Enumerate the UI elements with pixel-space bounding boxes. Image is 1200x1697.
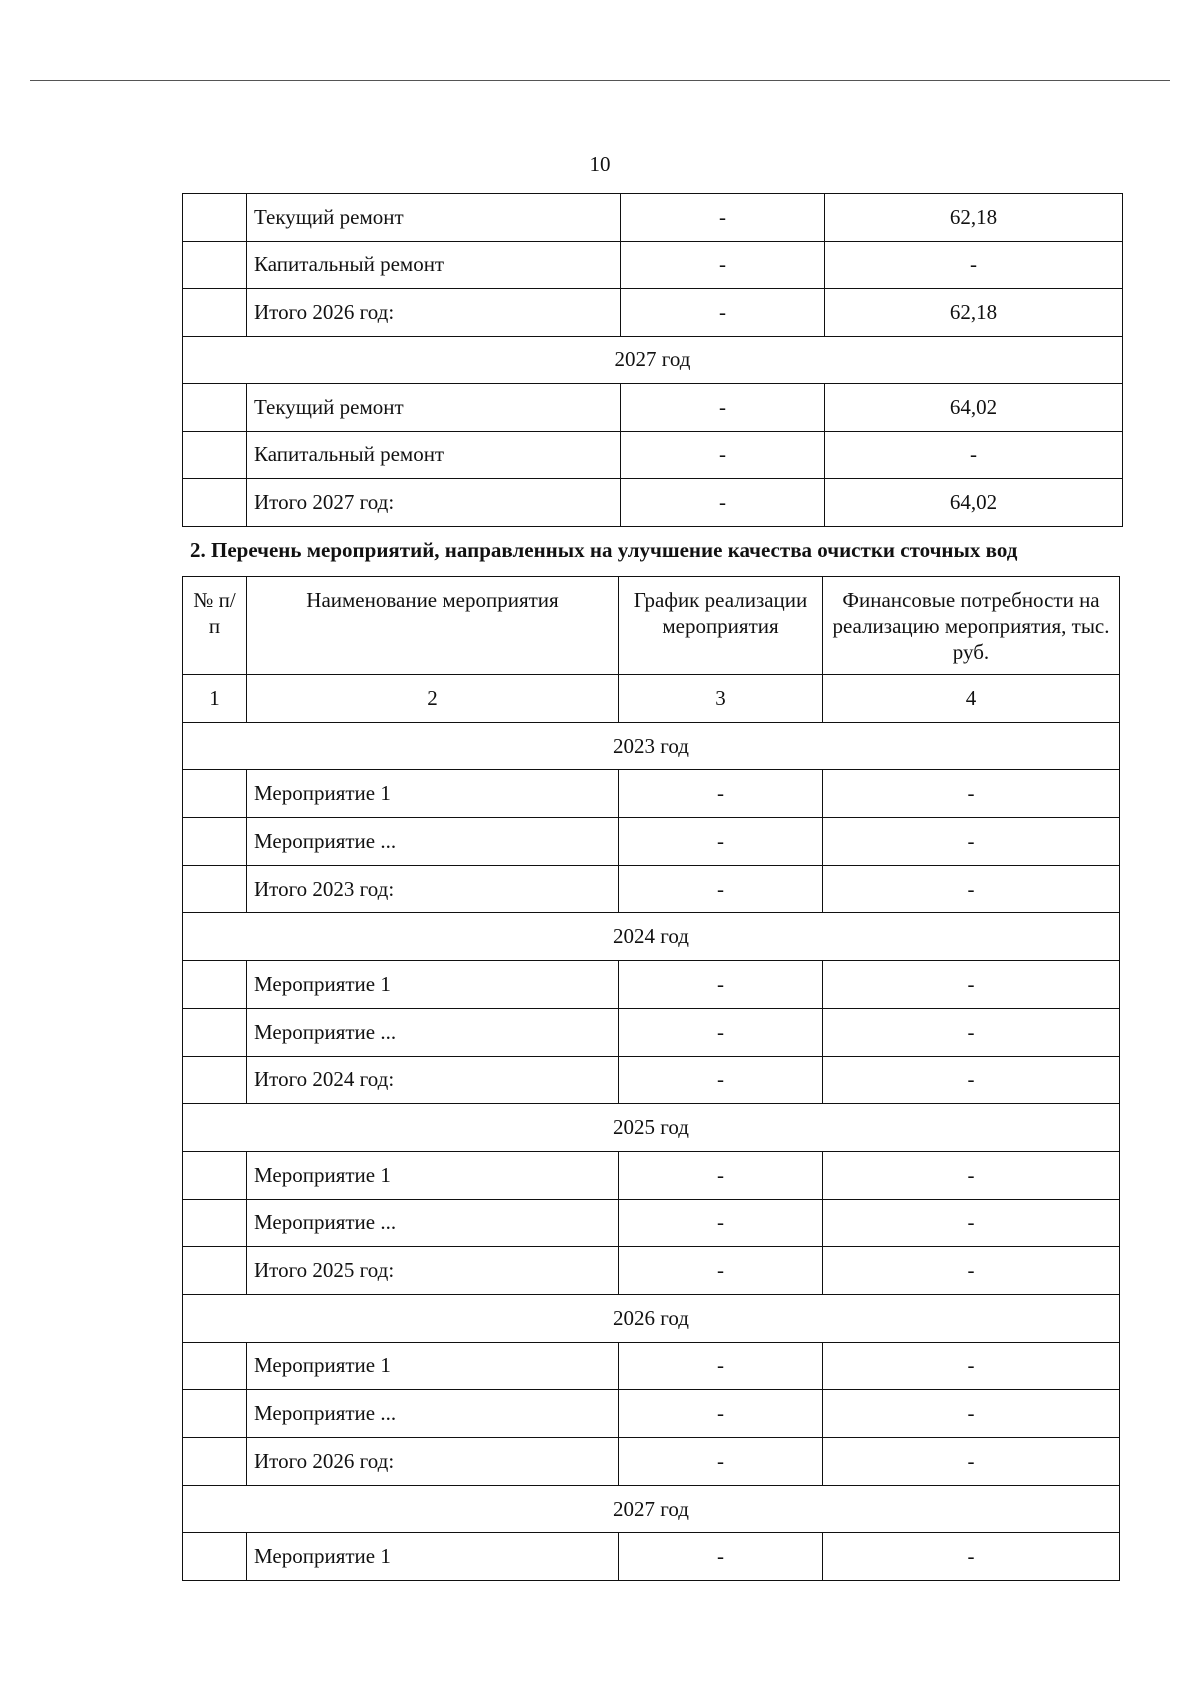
measures-table xyxy=(182,576,1120,1581)
year-row xyxy=(183,1294,1120,1342)
table-row xyxy=(183,194,1123,242)
table-row xyxy=(183,1151,1120,1199)
scan-top-line xyxy=(30,80,1170,81)
row-number xyxy=(183,1247,247,1295)
table-row xyxy=(183,1390,1120,1438)
column-number: 4 xyxy=(823,675,1120,723)
row-schedule: - xyxy=(621,431,825,479)
year-label: 2027 год xyxy=(183,336,1123,384)
row-name: Итого 2024 год: xyxy=(247,1056,619,1104)
row-name: Итого 2026 год: xyxy=(247,289,621,337)
header-finance: Финансовые потребности на реализацию мероприятия, тыс. руб. xyxy=(823,577,1120,675)
year-row xyxy=(183,722,1120,770)
table-row xyxy=(183,770,1120,818)
row-cost: - xyxy=(823,1151,1120,1199)
row-name: Капитальный ремонт xyxy=(247,431,621,479)
row-name: Мероприятие ... xyxy=(247,1199,619,1247)
row-cost: 64,02 xyxy=(825,479,1123,527)
row-number xyxy=(183,1438,247,1486)
table-row xyxy=(183,1056,1120,1104)
row-cost: - xyxy=(823,961,1120,1009)
top-table-body xyxy=(183,194,1123,527)
row-number xyxy=(183,1008,247,1056)
row-cost: - xyxy=(823,818,1120,866)
column-numbers-row xyxy=(183,675,1120,723)
row-name: Итого 2023 год: xyxy=(247,865,619,913)
row-cost: - xyxy=(823,1438,1120,1486)
table-row xyxy=(183,1342,1120,1390)
row-cost: 62,18 xyxy=(825,289,1123,337)
row-number xyxy=(183,1151,247,1199)
table-row xyxy=(183,431,1123,479)
row-schedule: - xyxy=(621,241,825,289)
table-row xyxy=(183,961,1120,1009)
column-number: 2 xyxy=(247,675,619,723)
row-cost: - xyxy=(823,1199,1120,1247)
row-cost: - xyxy=(823,770,1120,818)
row-name: Мероприятие ... xyxy=(247,1008,619,1056)
row-schedule: - xyxy=(619,1342,823,1390)
year-row xyxy=(183,1104,1120,1152)
row-cost: - xyxy=(825,241,1123,289)
row-number xyxy=(183,1056,247,1104)
year-row xyxy=(183,1485,1120,1533)
measures-table-body xyxy=(183,577,1120,1581)
column-number: 1 xyxy=(183,675,247,723)
row-schedule: - xyxy=(619,1533,823,1581)
year-label: 2023 год xyxy=(183,722,1120,770)
row-schedule: - xyxy=(619,1390,823,1438)
header-schedule: График реализации мероприятия xyxy=(619,577,823,675)
row-number xyxy=(183,194,247,242)
row-cost: - xyxy=(823,1390,1120,1438)
row-number xyxy=(183,1342,247,1390)
table-row xyxy=(183,289,1123,337)
row-number xyxy=(183,479,247,527)
table-row xyxy=(183,241,1123,289)
header-name: Наименование мероприятия xyxy=(247,577,619,675)
row-name: Мероприятие 1 xyxy=(247,961,619,1009)
row-schedule: - xyxy=(619,1438,823,1486)
row-name: Мероприятие 1 xyxy=(247,1151,619,1199)
row-number xyxy=(183,865,247,913)
table-row xyxy=(183,1533,1120,1581)
row-schedule: - xyxy=(619,818,823,866)
row-schedule: - xyxy=(619,1247,823,1295)
year-label: 2026 год xyxy=(183,1294,1120,1342)
row-schedule: - xyxy=(619,1056,823,1104)
row-cost: - xyxy=(823,1056,1120,1104)
row-schedule: - xyxy=(619,865,823,913)
table-row xyxy=(183,818,1120,866)
table-header-row xyxy=(183,577,1120,675)
row-cost: - xyxy=(823,1533,1120,1581)
row-schedule: - xyxy=(621,289,825,337)
row-name: Текущий ремонт xyxy=(247,194,621,242)
table-row xyxy=(183,1247,1120,1295)
row-cost: 62,18 xyxy=(825,194,1123,242)
page-number: 10 xyxy=(589,152,611,176)
table-row xyxy=(183,1008,1120,1056)
year-label: 2025 год xyxy=(183,1104,1120,1152)
row-number xyxy=(183,1199,247,1247)
year-row xyxy=(183,336,1123,384)
row-name: Итого 2027 год: xyxy=(247,479,621,527)
row-number xyxy=(183,1390,247,1438)
row-schedule: - xyxy=(619,1199,823,1247)
row-number xyxy=(183,384,247,432)
row-schedule: - xyxy=(621,479,825,527)
row-number xyxy=(183,818,247,866)
year-label: 2027 год xyxy=(183,1485,1120,1533)
header-num: № п/п xyxy=(183,577,247,675)
table-row xyxy=(183,1438,1120,1486)
row-name: Мероприятие 1 xyxy=(247,1342,619,1390)
table-row xyxy=(183,384,1123,432)
row-schedule: - xyxy=(619,1008,823,1056)
section-title: 2. Перечень мероприятий, направленных на улучшение качества очистки сточных вод xyxy=(190,538,1018,562)
table-row xyxy=(183,1199,1120,1247)
column-number: 3 xyxy=(619,675,823,723)
row-name: Мероприятие ... xyxy=(247,818,619,866)
row-schedule: - xyxy=(621,384,825,432)
top-table xyxy=(182,193,1123,527)
row-schedule: - xyxy=(619,1151,823,1199)
row-name: Мероприятие 1 xyxy=(247,770,619,818)
row-number xyxy=(183,289,247,337)
row-schedule: - xyxy=(621,194,825,242)
row-cost: - xyxy=(823,865,1120,913)
row-number xyxy=(183,770,247,818)
row-cost: - xyxy=(823,1008,1120,1056)
row-cost: - xyxy=(825,431,1123,479)
row-cost: - xyxy=(823,1342,1120,1390)
row-name: Итого 2025 год: xyxy=(247,1247,619,1295)
row-number xyxy=(183,241,247,289)
year-label: 2024 год xyxy=(183,913,1120,961)
year-row xyxy=(183,913,1120,961)
row-name: Итого 2026 год: xyxy=(247,1438,619,1486)
row-name: Текущий ремонт xyxy=(247,384,621,432)
row-cost: - xyxy=(823,1247,1120,1295)
row-number xyxy=(183,431,247,479)
row-name: Мероприятие ... xyxy=(247,1390,619,1438)
table-row xyxy=(183,479,1123,527)
row-schedule: - xyxy=(619,961,823,1009)
row-name: Мероприятие 1 xyxy=(247,1533,619,1581)
row-cost: 64,02 xyxy=(825,384,1123,432)
row-name: Капитальный ремонт xyxy=(247,241,621,289)
table-row xyxy=(183,865,1120,913)
row-number xyxy=(183,961,247,1009)
row-schedule: - xyxy=(619,770,823,818)
row-number xyxy=(183,1533,247,1581)
